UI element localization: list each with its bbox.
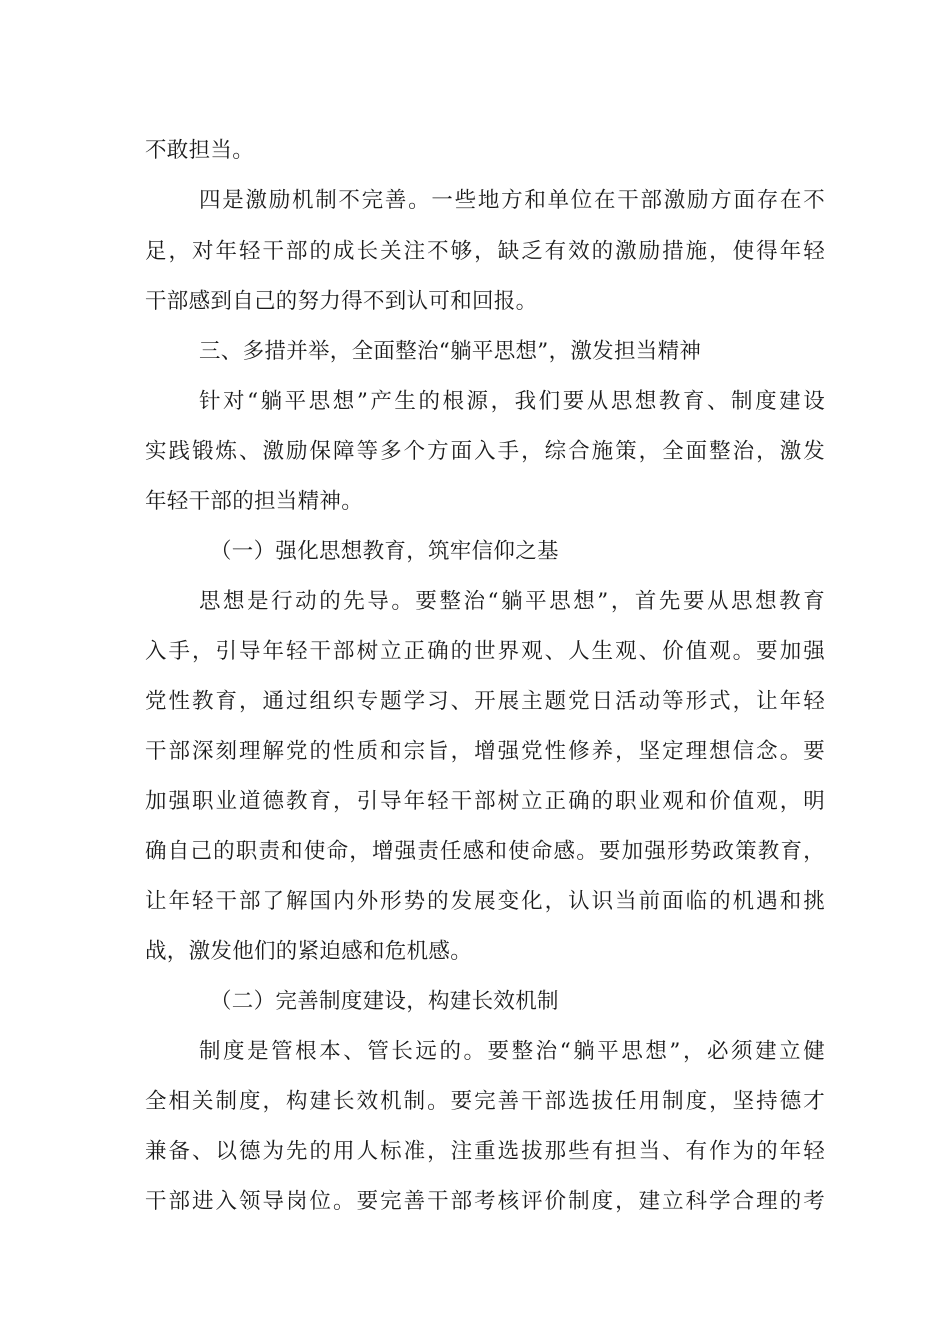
text-line: 干部深刻理解党的性质和宗旨，增强党性修养，坚定理想信念。要	[145, 739, 825, 764]
text-line: 加强职业道德教育，引导年轻干部树立正确的职业观和价值观，明	[145, 789, 825, 814]
text-line: 让年轻干部了解国内外形势的发展变化，认识当前面临的机遇和挑	[145, 889, 825, 914]
text-line: 党性教育，通过组织专题学习、开展主题党日活动等形式，让年轻	[145, 689, 825, 714]
paragraph-start-line: 制度是管根本、管长远的。要整治“躺平思想”，必须建立健	[199, 1039, 825, 1064]
text-line: 战，激发他们的紧迫感和危机感。	[145, 939, 473, 964]
text-line: 全相关制度，构建长效机制。要完善干部选拔任用制度，坚持德才	[145, 1089, 825, 1114]
paragraph-start-line: 四是激励机制不完善。一些地方和单位在干部激励方面存在不	[199, 188, 825, 213]
text-line: 足，对年轻干部的成长关注不够，缺乏有效的激励措施，使得年轻	[145, 239, 825, 264]
subsection-heading: （二）完善制度建设，构建长效机制	[210, 989, 559, 1014]
subsection-heading: （一）强化思想教育，筑牢信仰之基	[210, 539, 559, 564]
paragraph-start-line: 针对“躺平思想”产生的根源，我们要从思想教育、制度建设	[199, 389, 825, 414]
text-line: 年轻干部的担当精神。	[145, 489, 364, 514]
text-line: 确自己的职责和使命，增强责任感和使命感。要加强形势政策教育，	[145, 839, 825, 864]
text-line: 实践锻炼、激励保障等多个方面入手，综合施策，全面整治，激发	[145, 439, 825, 464]
section-heading: 三、多措并举，全面整治“躺平思想”，激发担当精神	[199, 339, 702, 364]
paragraph-start-line: 思想是行动的先导。要整治“躺平思想”，首先要从思想教育	[199, 589, 825, 614]
text-line: 干部进入领导岗位。要完善干部考核评价制度，建立科学合理的考	[145, 1189, 825, 1214]
text-line: 不敢担当。	[145, 138, 255, 163]
text-line: 干部感到自己的努力得不到认可和回报。	[145, 289, 538, 314]
text-line: 入手，引导年轻干部树立正确的世界观、人生观、价值观。要加强	[145, 639, 825, 664]
text-line: 兼备、以德为先的用人标准，注重选拔那些有担当、有作为的年轻	[145, 1139, 825, 1164]
